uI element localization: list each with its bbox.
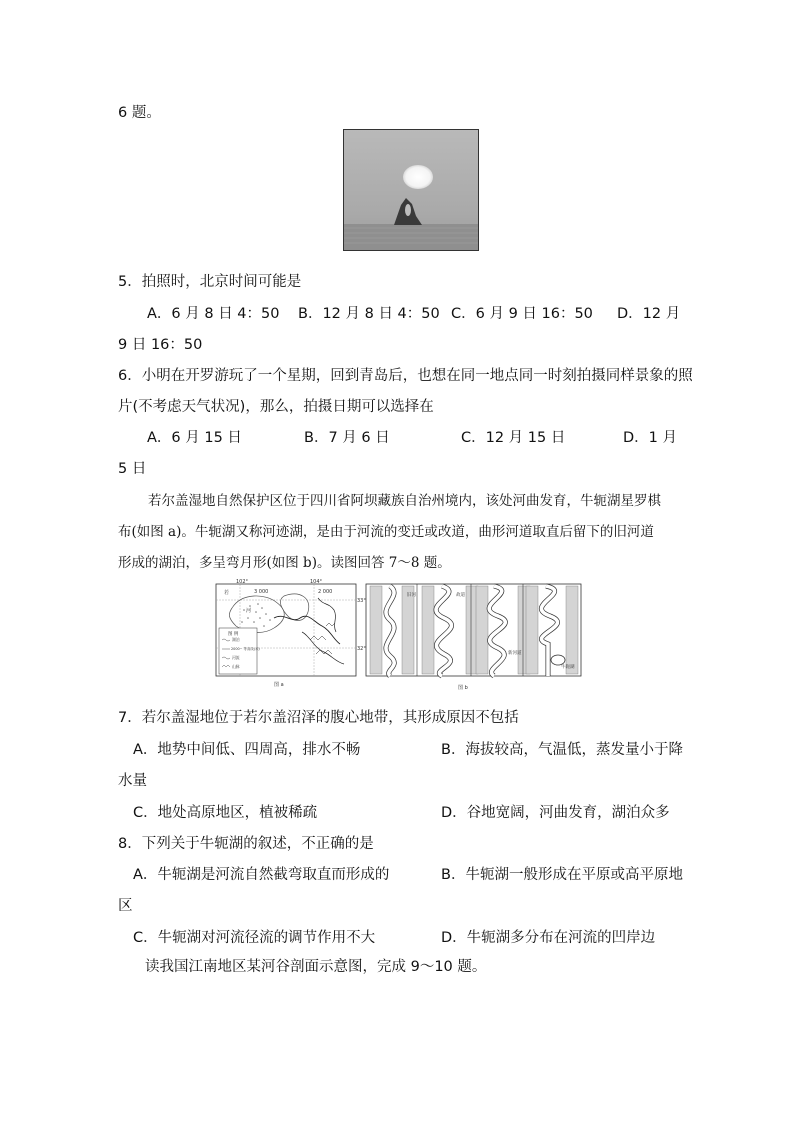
figure-a-map	[216, 579, 366, 688]
q8-option-b: B．牛轭湖一般形成在平原或高平原地	[441, 867, 683, 883]
q6-option-d-continued: 5 日	[118, 461, 147, 477]
q7-option-d: D．谷地宽阔，河曲发育，湖泊众多	[441, 805, 670, 821]
fig-a-legend-item: 河流	[232, 655, 240, 660]
fig-a-legend-item: 山脉	[232, 664, 240, 669]
q7-stem: 7．若尔盖湿地位于若尔盖沼泽的腹心地带，其形成原因不包括	[118, 710, 519, 726]
q5-stem: 5．拍照时，北京时间可能是	[118, 274, 302, 290]
fig-b-caption: 图 b	[458, 685, 468, 691]
passage-line2: 布(如图 a)。牛轭湖又称河迹湖，是由于河流的变迁或改道，曲形河道取直后留下的旧河道	[118, 524, 654, 540]
fig-a-area-label: 若	[224, 590, 230, 596]
fig-b-label: 牛轭湖	[561, 665, 575, 670]
q5-option-d-continued: 9 日 16：50	[118, 337, 203, 353]
q5-option-b: B．12 月 8 日 4：50	[298, 306, 440, 322]
q6-option-c: C．12 月 15 日	[461, 430, 566, 446]
passage-line1: 若尔盖湿地自然保护区位于四川省阿坝藏族自治州境内，该处河曲发育，牛轭湖星罗棋	[148, 493, 661, 509]
q7-option-b-continued: 水量	[118, 773, 147, 789]
sunset-photo-image	[344, 130, 478, 250]
figures-a-b	[214, 578, 582, 694]
fig-a-lat-label: 33°	[357, 598, 366, 604]
fig-b-label: 新河道	[508, 651, 522, 656]
fig-a-legend-item: 湖泊	[232, 637, 240, 642]
q8-option-d: D．牛轭湖多分布在河流的凹岸边	[441, 930, 656, 946]
q6-option-a: A．6 月 15 日	[147, 430, 242, 446]
q5-option-c: C．6 月 9 日 16：50	[451, 306, 593, 322]
sunset-photo	[343, 129, 479, 251]
fig-a-legend-item: 2000~ 等高线(米)	[231, 647, 260, 651]
fig-a-area-label: 河	[246, 608, 252, 614]
q5-option-a: A．6 月 8 日 4：50	[147, 306, 280, 322]
passage-line3: 形成的湖泊，多呈弯月形(如图 b)。读图回答 7～8 题。	[118, 555, 451, 571]
fig-a-lon-label: 104°	[310, 579, 323, 585]
q8-option-a: A．牛轭湖是河流自然截弯取直而形成的	[133, 867, 390, 883]
q8-stem: 8．下列关于牛轭湖的叙述，不正确的是	[118, 836, 374, 852]
fig-b-label: 旧河	[407, 593, 416, 598]
fig-a-contour-label: 2 000	[318, 589, 333, 595]
q8-option-c: C．牛轭湖对河流径流的调节作用不大	[133, 930, 376, 946]
lead-text: 6 题。	[118, 105, 161, 121]
fig-a-lon-label: 102°	[236, 579, 249, 585]
fig-a-caption: 图 a	[274, 682, 284, 688]
q6-stem-line1: 6．小明在开罗游玩了一个星期，回到青岛后，也想在同一地点同一时刻拍摄同样景象的照	[118, 368, 693, 384]
fig-a-contour-label: 3 000	[254, 589, 269, 595]
q8-option-b-continued: 区	[118, 898, 133, 914]
q6-stem-line2: 片(不考虑天气状况)，那么，拍摄日期可以选择在	[118, 399, 434, 415]
fig-b-label: 故道	[456, 593, 465, 598]
closing-text: 读我国江南地区某河谷剖面示意图，完成 9～10 题。	[145, 959, 487, 975]
q7-option-b: B．海拔较高，气温低，蒸发量小于降	[441, 742, 683, 758]
q6-option-d: D．1 月	[623, 430, 677, 446]
q5-option-d: D．12 月	[617, 306, 681, 322]
figure-b-meanders	[366, 584, 581, 691]
q6-option-b: B．7 月 6 日	[304, 430, 390, 446]
fig-a-legend-title: 图 例	[228, 632, 239, 637]
q7-option-c: C．地处高原地区，植被稀疏	[133, 805, 318, 821]
q7-option-a: A．地势中间低、四周高，排水不畅	[133, 742, 361, 758]
fig-a-lat-label: 32°	[357, 646, 366, 652]
